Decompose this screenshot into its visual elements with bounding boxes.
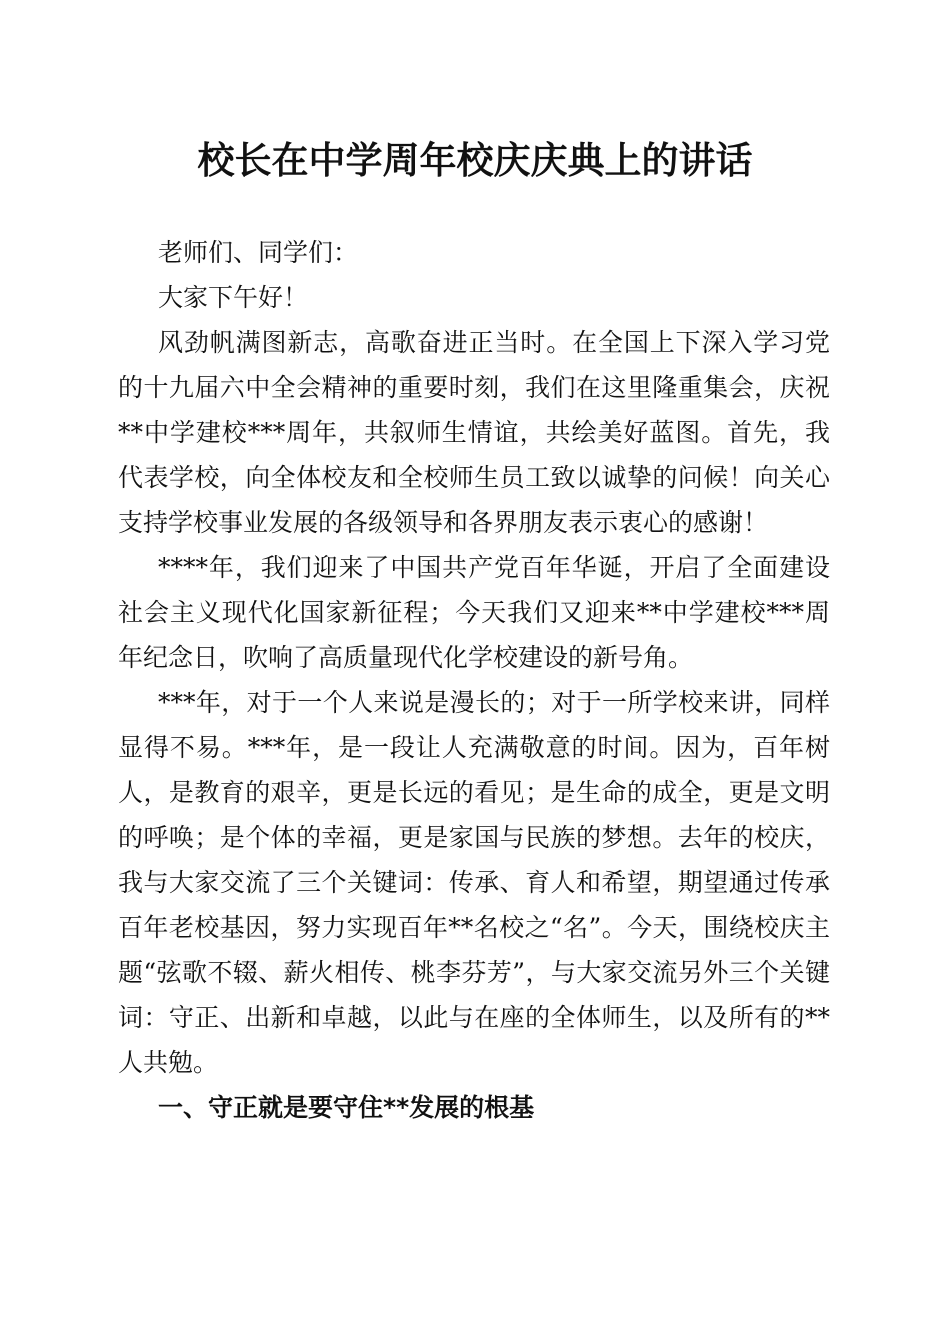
- section-heading: 一、守正就是要守住**发展的根基: [158, 1093, 535, 1122]
- paragraph-2: ****年，我们迎来了中国共产党百年华诞，开启了全面建设社会主义现代化国家新征程；今天我们又迎来**中学建校***周年纪念日，吹响了高质量现代化学校建设的新号角。: [118, 553, 830, 672]
- greeting: 大家下午好！: [158, 283, 309, 312]
- paragraph-1: 风劲帆满图新志，高歌奋进正当时。在全国上下深入学习党的十九届六中全会精神的重要时刻，我们在这里隆重集会，庆祝**中学建校***周年，共叙师生情谊，共绘美好蓝图。首先，我代表学校，向全体校友和全校师生员工致以诚挚的问候！向关心支持学校事业发展的各级领导和各界朋友表示衷心的感谢！: [118, 328, 830, 537]
- document-title: 校长在中学周年校庆庆典上的讲话: [197, 138, 753, 182]
- salutation: 老师们、同学们：: [158, 238, 359, 267]
- paragraph-3: ***年，对于一个人来说是漫长的；对于一所学校来讲，同样显得不易。***年，是一段让人充满敬意的时间。因为，百年树人，是教育的艰辛，更是长远的看见；是生命的成全，更是文明的呼唤；是个体的幸福，更是家国与民族的梦想。去年的校庆，我与大家交流了三个关键词：传承、育人和希望，期望通过传承百年老校基因，努力实现百年**名校之“名”。今天，围绕校庆主题“弦歌不辍、薪火相传、桃李芬芳”，与大家交流另外三个关键词：守正、出新和卓越，以此与在座的全体师生，以及所有的**人共勉。: [118, 688, 830, 1077]
- document-body: [118, 230, 830, 1130]
